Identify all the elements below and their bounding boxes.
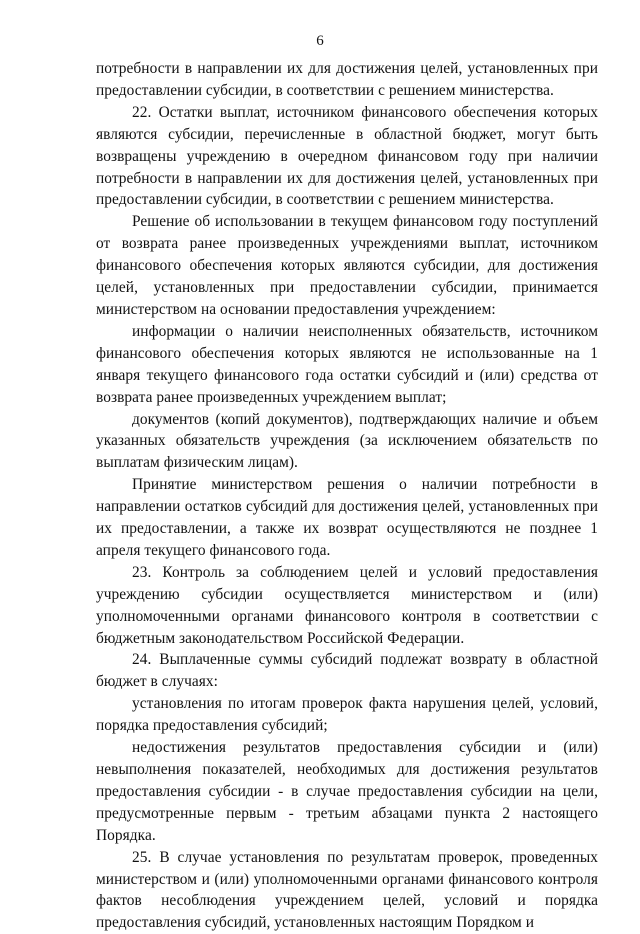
paragraph-non-achievement: недостижения результатов предоставления субсидии и (или) невыполнения показателей, необходимых для достижения результатов предоставления субсидии - в случае предоставления субсидии на цели, предусмотренные первым - третьим абзацами пункта 2 настоящего Порядка.: [96, 739, 598, 844]
page-number: 6: [316, 33, 324, 49]
paragraph-establishment: установления по итогам проверок факта нарушения целей, условий, порядка предоставления субсидий;: [96, 695, 598, 735]
paragraph-documents: документов (копий документов), подтверждающих наличие и объем указанных обязательств учреждения (за исключением обязательств по выплатам физическим лицам).: [96, 410, 598, 472]
paragraph-23: 23. Контроль за соблюдением целей и условий предоставления учреждению субсидии осуществляется министерством и (или) уполномоченными органами финансового контроля в соответствии с бюджетным законодательством Российской Федерации.: [96, 563, 598, 647]
paragraph-continuation: потребности в направлении их для достижения целей, установленных при предоставлении субсидии, в соответствии с решением министерства.: [96, 60, 598, 99]
paragraph-25: 25. В случае установления по результатам проверок, проведенных министерством и (или) уполномоченными органами финансового контроля фактов несоблюдения учреждением целей, условий и порядка предоставления субсидий, установленных настоящим Порядком и: [96, 848, 598, 932]
paragraph-decision: Решение об использовании в текущем финансовом году поступлений от возврата ранее произведенных учреждениями выплат, источником финансового обеспечения которых являются субсидии, для достижения целей, установленных при предоставлении субсидии, принимается министерством на основании предоставления учреждением:: [96, 213, 598, 318]
paragraph-22: 22. Остатки выплат, источником финансового обеспечения которых являются субсидии, перечисленные в областной бюджет, могут быть возвращены учреждению в очередном финансовом году при наличии потребности в направлении их для достижения целей, установленных при предоставлении субсидии, в соответствии с решением министерства.: [96, 103, 598, 209]
paragraph-adoption: Принятие министерством решения о наличии потребности в направлении остатков субсидий для достижения целей, установленных при их предоставлении, а также их возврат осуществляются не позднее 1 апреля текущего финансового года.: [96, 476, 598, 559]
document-body: [96, 58, 598, 934]
paragraph-information: информации о наличии неисполненных обязательств, источником финансового обеспечения которых являются не использованные на 1 января текущего финансового года остатки субсидий и (или) средства от возврата ранее произведенных учреждением выплат;: [96, 322, 598, 406]
paragraph-24: 24. Выплаченные суммы субсидий подлежат возврату в областной бюджет в случаях:: [96, 651, 598, 691]
